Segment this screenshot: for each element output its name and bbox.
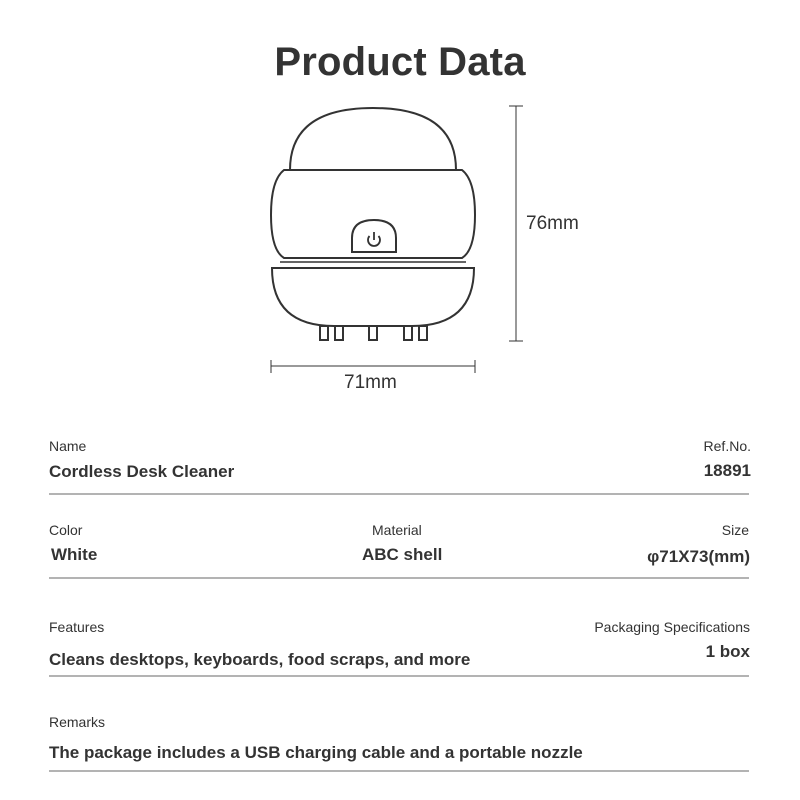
base-shape (272, 268, 474, 326)
name-value: Cordless Desk Cleaner (49, 462, 235, 481)
foot (335, 326, 343, 340)
page-title: Product Data (274, 40, 526, 84)
features-value: Cleans desktops, keyboards, food scraps, and more (49, 650, 471, 669)
foot (369, 326, 377, 340)
height-dimension-label: 76mm (526, 213, 579, 234)
ref-no-value: 18891 (703, 461, 751, 480)
color-value: White (51, 545, 98, 564)
foot (320, 326, 328, 340)
material-label: Material (372, 522, 422, 538)
divider (49, 770, 749, 772)
foot (419, 326, 427, 340)
features-label: Features (49, 619, 105, 635)
ref-no-label: Ref.No. (703, 438, 751, 454)
divider (49, 675, 749, 677)
divider (49, 577, 749, 579)
foot (404, 326, 412, 340)
divider (49, 493, 749, 495)
name-label: Name (49, 438, 87, 454)
dome-shape (290, 108, 456, 170)
packaging-label: Packaging Specifications (594, 619, 750, 635)
power-icon (352, 220, 396, 252)
remarks-value: The package includes a USB charging cable and a portable nozzle (49, 743, 583, 762)
remarks-label: Remarks (49, 714, 106, 730)
height-dimension-line (509, 106, 523, 341)
material-value: ABC shell (362, 545, 443, 564)
size-label: Size (721, 522, 749, 538)
color-label: Color (49, 522, 83, 538)
packaging-value: 1 box (705, 642, 750, 661)
width-dimension-label: 71mm (344, 372, 397, 393)
size-value: φ71X73(mm) (647, 547, 750, 566)
